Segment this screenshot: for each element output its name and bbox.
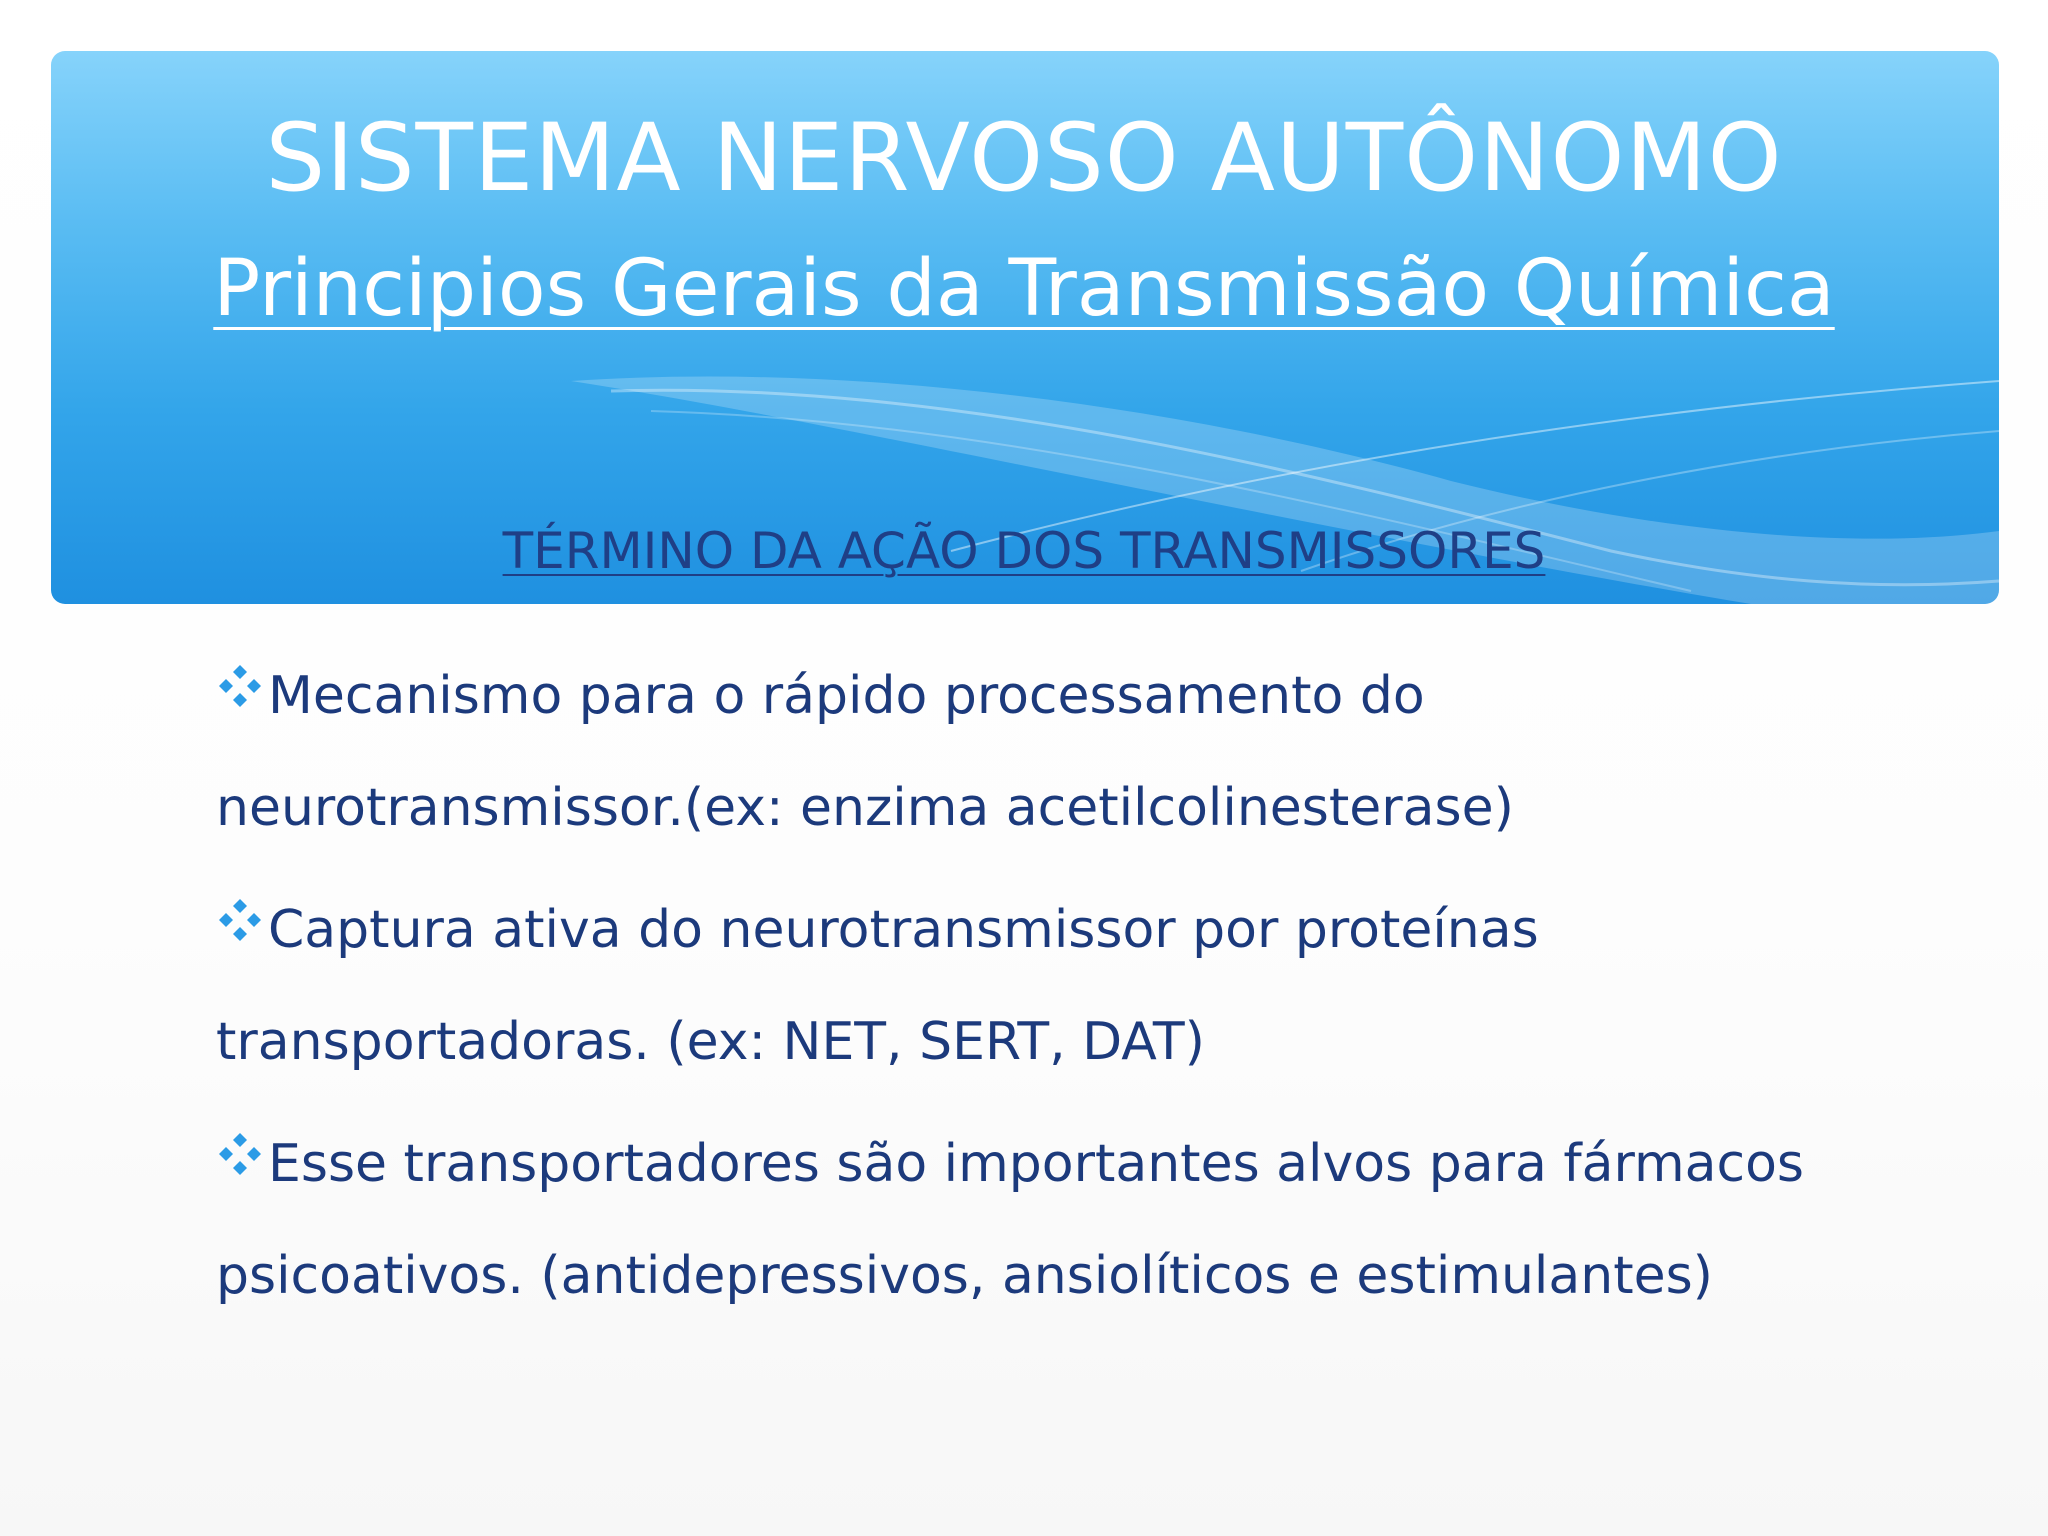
four-diamond-bullet-icon — [216, 663, 264, 711]
bullet-list — [216, 640, 1856, 1342]
four-diamond-bullet-icon — [216, 1131, 264, 1179]
bullet-text: Captura ativa do neurotransmissor por proteínas transportadoras. (ex: NET, SERT, DAT) — [216, 900, 1539, 1072]
four-diamond-bullet-icon — [216, 897, 264, 945]
bullet-item — [216, 1108, 1856, 1332]
slide-subtitle: Principios Gerais da Transmissão Química — [213, 244, 1835, 334]
bullet-item — [216, 874, 1856, 1098]
section-heading: TÉRMINO DA AÇÃO DOS TRANSMISSORES — [502, 522, 1546, 580]
bullet-text: Mecanismo para o rápido processamento do neurotransmissor.(ex: enzima acetilcolinesterase) — [216, 666, 1514, 838]
bullet-item — [216, 640, 1856, 864]
slide-title: SISTEMA NERVOSO AUTÔNOMO — [265, 104, 1783, 213]
bullet-text: Esse transportadores são importantes alvos para fármacos psicoativos. (antidepressivos, ansiolíticos e estimulantes) — [216, 1134, 1805, 1306]
